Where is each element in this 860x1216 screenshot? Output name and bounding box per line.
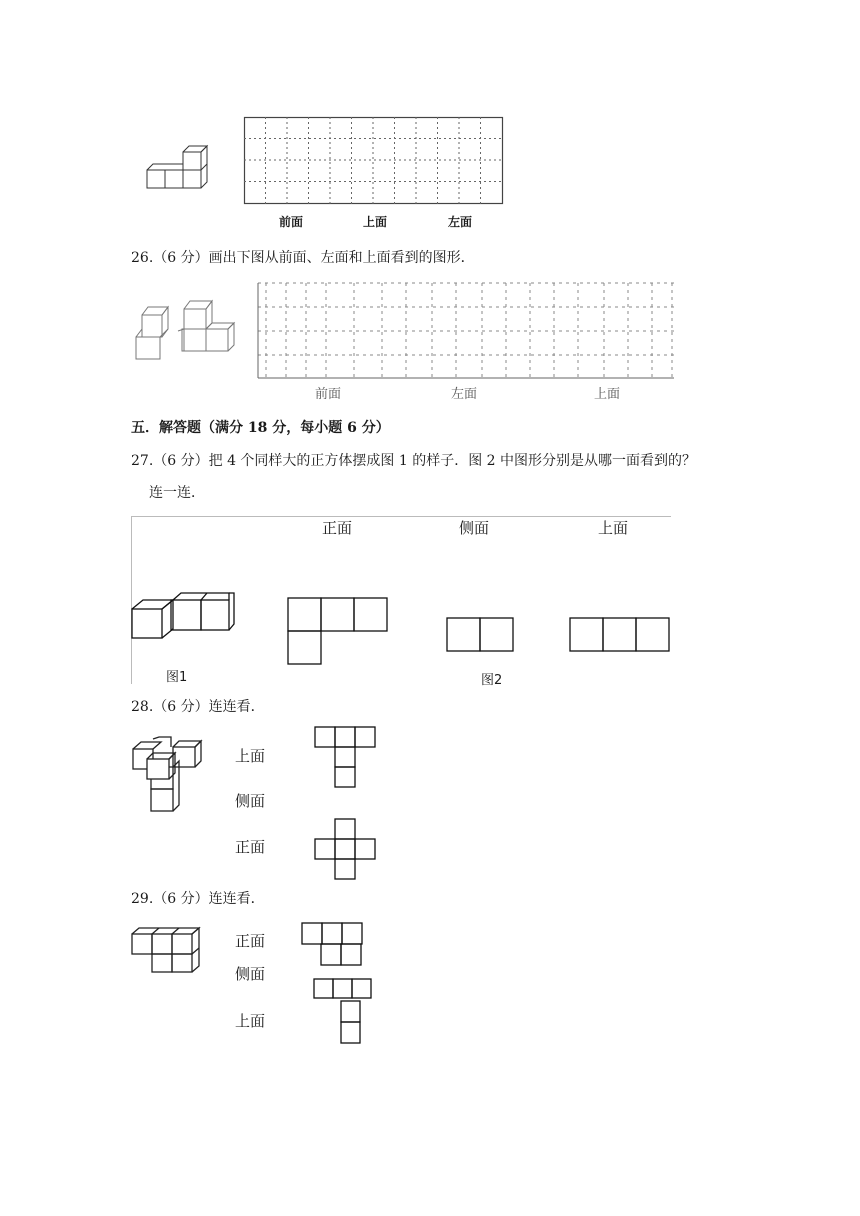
q25-cube-figure bbox=[145, 146, 215, 192]
q29-shape-c bbox=[340, 1000, 362, 1044]
q29-label-top: 上面 bbox=[235, 1012, 266, 1030]
q28-number: 28. bbox=[131, 699, 154, 715]
q29-question bbox=[131, 890, 265, 908]
q26-number: 26. bbox=[131, 250, 154, 266]
q29-number: 29. bbox=[131, 891, 154, 907]
q27-view-top-shape bbox=[569, 617, 671, 653]
q29-text: （6 分）连连看． bbox=[153, 891, 265, 907]
q28-text: （6 分）连连看． bbox=[153, 699, 265, 715]
q29-shape-a bbox=[301, 922, 363, 966]
q29-label-front: 正面 bbox=[235, 932, 266, 950]
q26-question bbox=[131, 249, 475, 267]
q26-text: （6 分）画出下图从前面、左面和上面看到的图形． bbox=[153, 250, 475, 266]
q26-label-left: 左面 bbox=[451, 387, 478, 402]
q27-view-side-shape bbox=[446, 617, 515, 653]
q27-label-top: 上面 bbox=[598, 519, 629, 537]
q28-cube-figure bbox=[131, 737, 203, 813]
q27-figure1-label: 图1 bbox=[166, 670, 188, 685]
q27-instruction: 连一连． bbox=[149, 485, 205, 501]
q28-label-top: 上面 bbox=[235, 747, 266, 765]
q27-label-front: 正面 bbox=[322, 519, 353, 537]
q28-label-side: 侧面 bbox=[235, 792, 266, 810]
q27-number: 27. bbox=[131, 453, 154, 469]
q25-label-top: 上面 bbox=[363, 215, 388, 229]
q27-view-front-shape bbox=[287, 597, 388, 665]
q28-plus-shape bbox=[314, 818, 376, 880]
q25-label-front: 前面 bbox=[279, 215, 304, 229]
q26-dotted-grid bbox=[256, 281, 676, 380]
q28-t-shape bbox=[314, 726, 376, 788]
q25-dotted-grid bbox=[244, 117, 504, 205]
q28-question bbox=[131, 698, 265, 716]
q26-cube-figure bbox=[134, 301, 234, 361]
q27-figure1-cubes bbox=[131, 591, 237, 641]
q26-label-front: 前面 bbox=[315, 387, 342, 402]
q27-text: （6 分）把 4 个同样大的正方体摆成图 1 的样子．图 2 中图形分别是从哪一面看到的？ bbox=[153, 453, 697, 469]
q28-label-front: 正面 bbox=[235, 838, 266, 856]
q29-shape-b bbox=[313, 978, 373, 1000]
q27-question bbox=[131, 452, 696, 470]
q29-label-side: 侧面 bbox=[235, 965, 266, 983]
q27-figure2-label: 图2 bbox=[481, 673, 503, 688]
q26-label-top: 上面 bbox=[594, 387, 621, 402]
q27-label-side: 侧面 bbox=[459, 519, 490, 537]
section-title: 五．解答题（满分 18 分，每小题 6 分） bbox=[131, 420, 390, 436]
q29-cube-figure bbox=[131, 926, 203, 974]
q25-label-left: 左面 bbox=[448, 215, 473, 229]
